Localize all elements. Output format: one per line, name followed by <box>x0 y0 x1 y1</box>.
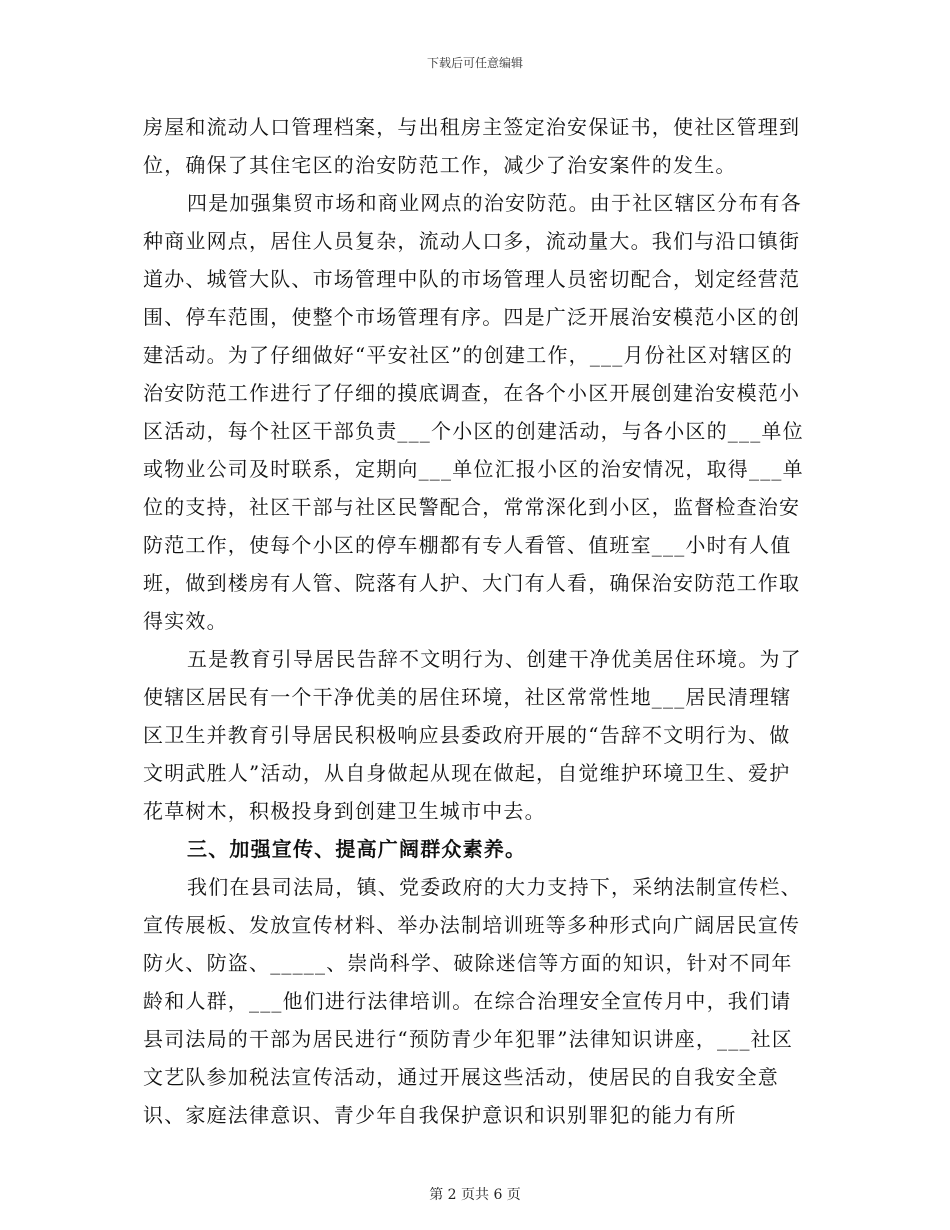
paragraph-1: 房屋和流动人口管理档案，与出租房主签定治安保证书，使社区管理到位，确保了其住宅区的治安防范工作，减少了治安案件的发生。 <box>143 115 801 177</box>
paragraph-4: 我们在县司法局，镇、党委政府的大力支持下，采纳法制宣传栏、宣传展板、发放宣传材料、举办法制培训班等多种形式向广阔居民宣传防火、防盗、_____、崇尚科学、破除迷信等方面的知识，针对不同年龄和人群，___他们进行法律培训。在综合治理安全宣传月中，我们请县司法局的干部为居民进行“预防青少年犯罪”法律知识讲座，___社区文艺队参加税法宣传活动，通过开展这些活动，使居民的自我安全意识、家庭法律意识、青少年自我保护意识和识别罪犯的能力有所 <box>143 875 802 1127</box>
document-body <box>143 108 807 1134</box>
page-header: 下载后可任意编辑 <box>426 56 523 70</box>
section-heading: 三、加强宣传、提高广阔群众素养。 <box>187 837 527 861</box>
paragraph-2: 四是加强集贸市场和商业网点的治安防范。由于社区辖区分布有各种商业网点，居住人员复杂，流动人口多，流动量大。我们与沿口镇街道办、城管大队、市场管理中队的市场管理人员密切配合，划定经营范围、停车范围，使整个市场管理有序。四是广泛开展治安模范小区的创建活动。为了仔细做好“平安社区”的创建工作，___月份社区对辖区的治安防范工作进行了仔细的摸底调查，在各个小区开展创建治安模范小区活动，每个社区干部负责___个小区的创建活动，与各小区的___单位或物业公司及时联系，定期向___单位汇报小区的治安情况，取得___单位的支持，社区干部与社区民警配合，常常深化到小区，监督检查治安防范工作，使每个小区的停车棚都有专人看管、值班室___小时有人值班，做到楼房有人管、院落有人护、大门有人看，确保治安防范工作取得实效。 <box>143 191 804 633</box>
page-footer: 第 2 页共 6 页 <box>429 1187 521 1203</box>
paragraph-3: 五是教育引导居民告辞不文明行为、创建干净优美居住环境。为了使辖区居民有一个干净优美的居住环境，社区常常性地___居民清理辖区卫生并教育引导居民积极响应县委政府开展的“告辞不文明行为、做文明武胜人”活动，从自身做起从现在做起，自觉维护环境卫生、爱护花草树木，积极投身到创建卫生城市中去。 <box>143 647 802 823</box>
